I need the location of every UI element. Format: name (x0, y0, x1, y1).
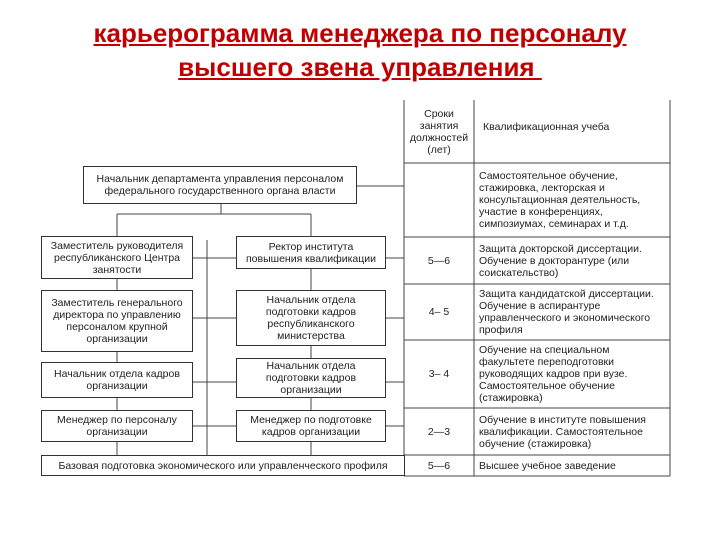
page-title-line-1: карьерограмма менеджера по персоналу (93, 18, 627, 48)
row-years (405, 164, 473, 236)
row-years: 2—3 (427, 425, 451, 438)
position-ministry-training-head: Начальник отдела подготовки кадров республиканского министерства (236, 290, 386, 346)
row-education: Защита кандидатской диссертации. Обучение в аспирантуре управленческого и экономического профиля (479, 288, 654, 336)
row-education: Обучение в институте повышения квалификации. Самостоятельное обучение (стажировка) (479, 413, 646, 450)
position-training-manager: Менеджер по подготовке кадров организации (236, 410, 386, 442)
row-years: 5—6 (427, 459, 451, 472)
position-department-head: Начальник департамента управления персоналом федерального государственного органа власти (83, 166, 357, 204)
row-years: 5—6 (427, 254, 451, 267)
row-years: 3– 4 (428, 368, 450, 380)
row-years: 4– 5 (428, 306, 450, 318)
position-base-education: Базовая подготовка экономического или управленческого профиля (41, 455, 405, 476)
position-deputy-general-director: Заместитель генерального директора по управлению персоналом крупной организации (41, 290, 193, 352)
row-education: Защита докторской диссертации. Обучение в докторантуре (или соискательство) (479, 242, 642, 279)
row-education: Самостоятельное обучение, стажировка, лекторская и консультационная деятельность, участие в конференциях, симпозиумах, семинарах и т.д. (479, 170, 641, 230)
header-education: Квалификационная учеба (483, 121, 610, 133)
position-institute-rector: Ректор института повышения квалификации (236, 236, 386, 269)
position-hr-department-head: Начальник отдела кадров организации (41, 362, 193, 398)
position-deputy-head-employment-center: Заместитель руководителя республиканского Центра занятости (41, 236, 193, 279)
header-years: Сроки занятия должностей (лет) (409, 108, 469, 156)
row-education: Обучение на специальном факультете переподготовки руководящих кадров при вузе. Самостоятельное обучение (стажировка) (479, 344, 628, 404)
page-title-line-2: высшего звена управления (178, 52, 542, 82)
position-hr-manager: Менеджер по персоналу организации (41, 410, 193, 442)
row-education: Высшее учебное заведение (479, 459, 616, 472)
position-org-training-head: Начальник отдела подготовки кадров организации (236, 358, 386, 398)
